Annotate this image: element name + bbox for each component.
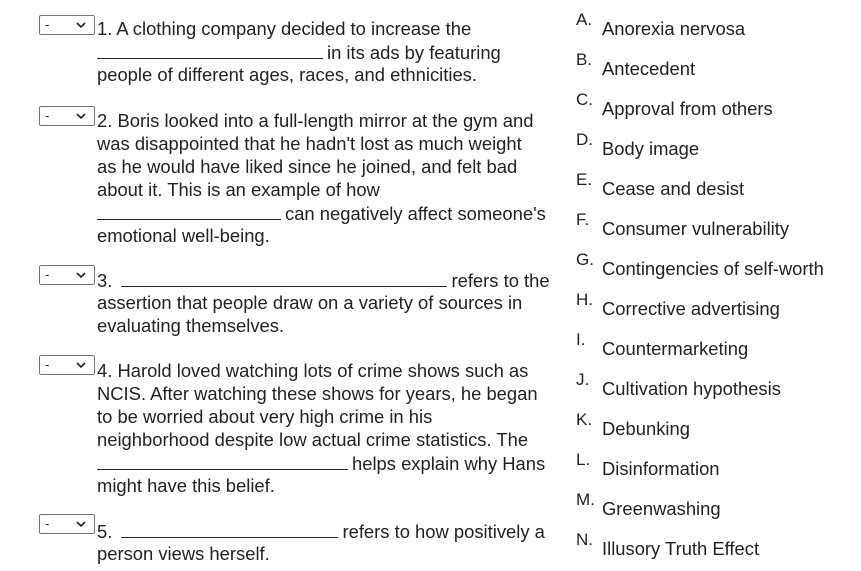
option-l xyxy=(576,450,861,480)
option-n xyxy=(576,530,861,560)
question-text: helps explain why Hans xyxy=(352,453,546,474)
question-text: in its ads by featuring xyxy=(327,42,501,63)
question-text: person views herself. xyxy=(97,543,270,564)
question-text: about it. This is an example of how xyxy=(97,179,380,200)
option-text: Antecedent xyxy=(602,58,696,79)
question-number: 3. xyxy=(97,270,113,291)
answer-blank xyxy=(97,451,348,470)
question-text: NCIS. After watching these shows for years, he began xyxy=(97,383,538,404)
chevron-down-icon xyxy=(76,111,86,121)
option-letter: A. xyxy=(576,10,593,29)
chevron-down-icon xyxy=(76,519,86,529)
chevron-down-icon xyxy=(76,20,86,30)
option-text: Cease and desist xyxy=(602,178,745,199)
question-line xyxy=(97,40,567,63)
answer-blank xyxy=(121,519,338,538)
option-letter: N. xyxy=(576,530,593,549)
question-text: assertion that people draw on a variety of sources in xyxy=(97,292,523,313)
question-line xyxy=(97,519,567,542)
answer-select-4[interactable] xyxy=(39,355,95,375)
question-text: 1. A clothing company decided to increase the xyxy=(97,18,472,39)
question-text: 2. Boris looked into a full-length mirror at the gym and xyxy=(97,110,534,131)
question-text: people of different ages, races, and ethnicities. xyxy=(97,64,477,85)
option-letter: E. xyxy=(576,170,593,189)
option-letter: C. xyxy=(576,90,593,109)
answer-select-5[interactable] xyxy=(39,514,95,534)
question-text: to be worried about very high crime in his xyxy=(97,406,433,427)
option-letter: F. xyxy=(576,210,590,229)
question-text: was disappointed that he hadn't lost as much weight xyxy=(97,133,522,154)
select-value: - xyxy=(45,17,50,32)
option-j xyxy=(576,370,861,400)
question-text: evaluating themselves. xyxy=(97,315,285,336)
answer-blank xyxy=(97,40,323,59)
question-number: 5. xyxy=(97,521,113,542)
option-letter: I. xyxy=(576,330,586,349)
select-value: - xyxy=(45,516,50,531)
option-letter: D. xyxy=(576,130,593,149)
option-h xyxy=(576,290,861,320)
answer-select-2[interactable] xyxy=(39,106,95,126)
option-letter: B. xyxy=(576,50,593,69)
option-letter: L. xyxy=(576,450,591,469)
question-text: can negatively affect someone's xyxy=(285,203,546,224)
option-m xyxy=(576,490,861,520)
question-line xyxy=(97,451,567,474)
option-text: Disinformation xyxy=(602,458,720,479)
question-text: 4. Harold loved watching lots of crime shows such as xyxy=(97,360,529,381)
question-4 xyxy=(97,359,567,497)
option-letter: G. xyxy=(576,250,594,269)
question-1 xyxy=(97,17,567,86)
chevron-down-icon xyxy=(76,270,86,280)
option-letter: H. xyxy=(576,290,593,309)
option-f xyxy=(576,210,861,240)
option-i xyxy=(576,330,861,360)
option-text: Cultivation hypothesis xyxy=(602,378,781,399)
question-text: refers to how positively a xyxy=(342,521,545,542)
option-letter: J. xyxy=(576,370,590,389)
answer-select-3[interactable] xyxy=(39,265,95,285)
option-text: Illusory Truth Effect xyxy=(602,538,760,559)
option-g xyxy=(576,250,861,280)
option-text: Greenwashing xyxy=(602,498,721,519)
question-line xyxy=(97,201,567,224)
option-letter: M. xyxy=(576,490,595,509)
option-letter: K. xyxy=(576,410,593,429)
question-2 xyxy=(97,109,567,247)
select-value: - xyxy=(45,108,50,123)
answer-blank xyxy=(97,201,281,220)
question-3 xyxy=(97,268,567,337)
option-c xyxy=(576,90,861,120)
option-text: Debunking xyxy=(602,418,690,439)
option-text: Corrective advertising xyxy=(602,298,780,319)
chevron-down-icon xyxy=(76,360,86,370)
question-line xyxy=(97,268,567,291)
question-text: might have this belief. xyxy=(97,475,275,496)
answer-select-1[interactable] xyxy=(39,15,95,35)
option-text: Contingencies of self-worth xyxy=(602,258,824,279)
option-b xyxy=(576,50,861,80)
option-k xyxy=(576,410,861,440)
option-text: Countermarketing xyxy=(602,338,749,359)
option-a xyxy=(576,10,861,40)
question-text: emotional well-being. xyxy=(97,225,270,246)
option-e xyxy=(576,170,861,200)
select-value: - xyxy=(45,357,50,372)
option-text: Body image xyxy=(602,138,700,159)
question-text: neighborhood despite low actual crime statistics. The xyxy=(97,429,529,450)
option-text: Consumer vulnerability xyxy=(602,218,790,239)
option-text: Anorexia nervosa xyxy=(602,18,746,39)
answer-blank xyxy=(121,268,447,287)
question-text: refers to the xyxy=(451,270,550,291)
option-text: Approval from others xyxy=(602,98,773,119)
question-text: as he would have liked since he joined, and felt bad xyxy=(97,156,518,177)
select-value: - xyxy=(45,267,50,282)
option-d xyxy=(576,130,861,160)
question-5 xyxy=(97,519,567,565)
